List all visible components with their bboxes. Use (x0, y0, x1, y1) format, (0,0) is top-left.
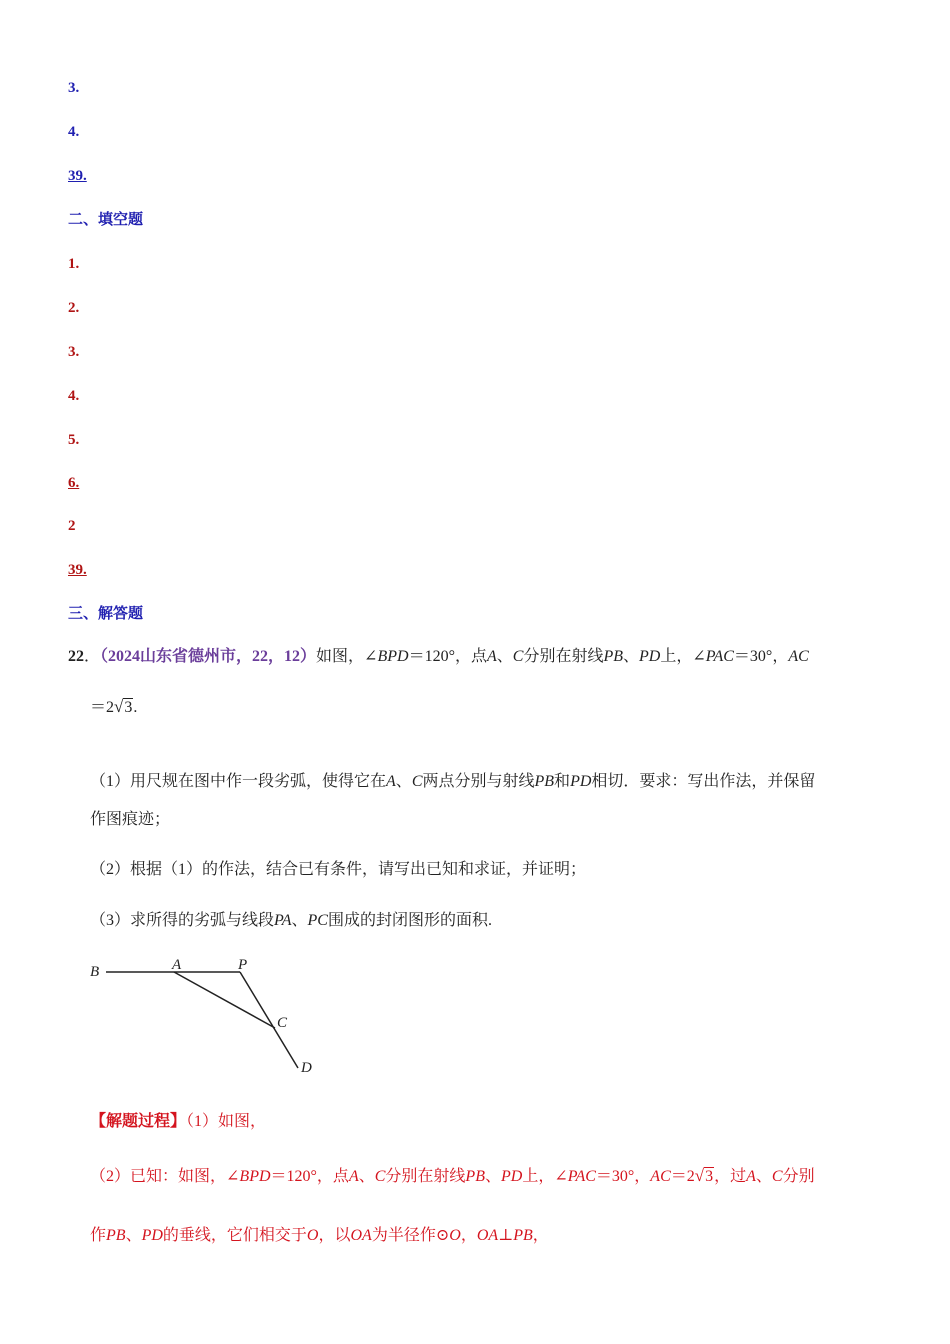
s2-radicand: 3 (705, 1168, 714, 1185)
part-3 (90, 909, 492, 933)
q22-pb: PB (603, 648, 623, 665)
s3-o2: O (449, 1227, 461, 1244)
p1-b: 、 (395, 773, 412, 790)
p1-va: A (386, 773, 396, 790)
s2-va: A (348, 1168, 359, 1185)
sec2-item-39 (68, 560, 87, 580)
p3-b: 、 (291, 912, 308, 929)
question-source: （2024山东省德州市，22，12） (100, 648, 317, 665)
q22-t6: 上，∠ (660, 648, 706, 665)
s3-pb3: PB (513, 1227, 533, 1244)
s2-a: （2）已知：如图，∠ (90, 1168, 240, 1185)
segment-ac (174, 972, 275, 1028)
q22-pd: PD (639, 648, 661, 665)
s2-pd: PD (500, 1168, 523, 1185)
sec1-item-39 (68, 166, 87, 186)
sec2-item-5: 5. (68, 432, 80, 448)
question-22-line-2 (90, 695, 137, 720)
s3-pb: PB (106, 1227, 126, 1244)
solution-line-3 (90, 1224, 549, 1248)
s2-f: 上，∠ (522, 1168, 568, 1185)
s2-e: 、 (484, 1168, 501, 1185)
sec2-item-4: 4. (68, 388, 80, 404)
sec2-item-2b: 2 (68, 518, 76, 534)
s2-sqrt (695, 1164, 714, 1189)
label-d: D (301, 1060, 312, 1076)
s2-ac: AC (650, 1168, 671, 1185)
label-b: B (90, 964, 100, 980)
p1-a: （1）用尺规在图中作一段劣弧，使得它在 (90, 773, 387, 790)
q22-radicand: 3 (124, 699, 133, 716)
s3-c: 的垂线，它们相交于 (162, 1227, 307, 1244)
s3-oa: OA (350, 1227, 372, 1244)
question-22-line-1 (68, 645, 809, 669)
s2-d: 分别在射线 (385, 1168, 466, 1185)
s3-e: 为半径作⊙ (371, 1227, 450, 1244)
sec2-item-2: 2. (68, 300, 80, 316)
q22-end: . (133, 699, 138, 716)
sec2-item-6-text: 6. (68, 475, 80, 491)
sec2-item-3: 3. (68, 344, 80, 360)
s2-vc: C (374, 1168, 386, 1185)
question-number: 22 (68, 648, 84, 665)
s2-va2: A (746, 1168, 756, 1185)
label-a: A (172, 957, 182, 973)
q22-pac: PAC (705, 648, 734, 665)
s2-c: 、 (358, 1168, 375, 1185)
sec2-item-39-text: 39. (68, 562, 87, 578)
s2-h: ＝2 (670, 1168, 695, 1185)
q22-a: A (486, 648, 497, 665)
q22-eq: ＝2 (90, 699, 115, 716)
s3-f: ， (460, 1227, 477, 1244)
s3-d: ，以 (318, 1227, 351, 1244)
p1-vpb: PB (534, 773, 555, 790)
q22-t5: 、 (623, 648, 640, 665)
s2-pac: PAC (567, 1168, 596, 1185)
sec1-item-3: 3. (68, 80, 80, 96)
q22-t2: ＝120°，点 (408, 648, 487, 665)
section-title-answer: 三、解答题 (68, 606, 144, 622)
p1-e: 相切．要求：写出作法，并保留 (591, 773, 816, 790)
label-p: P (238, 957, 248, 973)
q22-sqrt (114, 695, 133, 720)
label-c: C (277, 1015, 288, 1031)
s2-b: ＝120°，点 (270, 1168, 349, 1185)
s2-j: 、 (755, 1168, 772, 1185)
sec2-item-1: 1. (68, 256, 80, 272)
geometry-figure (80, 950, 340, 1080)
s3-a: 作 (90, 1227, 107, 1244)
s3-b: 、 (125, 1227, 142, 1244)
s3-g: ⊥ (498, 1227, 514, 1244)
q22-ac: AC (788, 648, 809, 665)
q22-c: C (512, 648, 524, 665)
s2-k: 分别 (782, 1168, 815, 1185)
sqrt-radical-icon: √ (114, 697, 124, 716)
s2-pb: PB (465, 1168, 485, 1185)
s2-i: ，过 (714, 1168, 747, 1185)
sec2-item-6 (68, 473, 79, 493)
sec1-item-39-text: 39. (68, 168, 87, 184)
s2-vc2: C (771, 1168, 783, 1185)
s3-o: O (306, 1227, 319, 1244)
s2-bpd: BPD (239, 1168, 271, 1185)
p1-c: 两点分别与射线 (422, 773, 535, 790)
s3-pd: PD (141, 1227, 163, 1244)
section-title-fill-blank: 二、填空题 (68, 212, 144, 228)
part-2: （2）根据（1）的作法，结合已有条件，请写出已知和求证，并证明； (90, 861, 587, 878)
question-sep: ． (84, 648, 101, 665)
solution-line-2 (90, 1164, 815, 1189)
solution-line-1 (90, 1110, 266, 1134)
p3-a: （3）求所得的劣弧与线段 (90, 912, 275, 929)
solution-heading: 【解题过程】 (90, 1113, 187, 1130)
part-1-line-2: 作图痕迹； (90, 811, 171, 828)
sqrt-radical-icon: √ (694, 1166, 705, 1185)
ray-pd (240, 972, 298, 1068)
part-1-line-1 (90, 770, 815, 794)
p3-pc: PC (307, 912, 328, 929)
p3-pa: PA (274, 912, 292, 929)
p1-vc: C (411, 773, 423, 790)
p3-c: 围成的封闭图形的面积. (327, 912, 492, 929)
sec1-item-4: 4. (68, 124, 80, 140)
s3-oa2: OA (476, 1227, 499, 1244)
q22-t7: ＝30°， (733, 648, 789, 665)
p1-vpd: PD (570, 773, 592, 790)
s3-h: ， (532, 1227, 549, 1244)
solution-s1: （1）如图， (186, 1113, 267, 1130)
s2-g: ＝30°， (595, 1168, 651, 1185)
q22-t1: 如图，∠ (316, 648, 378, 665)
p1-d: 和 (554, 773, 571, 790)
q22-t4: 分别在射线 (523, 648, 604, 665)
q22-t3: 、 (496, 648, 513, 665)
q22-bpd: BPD (377, 648, 409, 665)
